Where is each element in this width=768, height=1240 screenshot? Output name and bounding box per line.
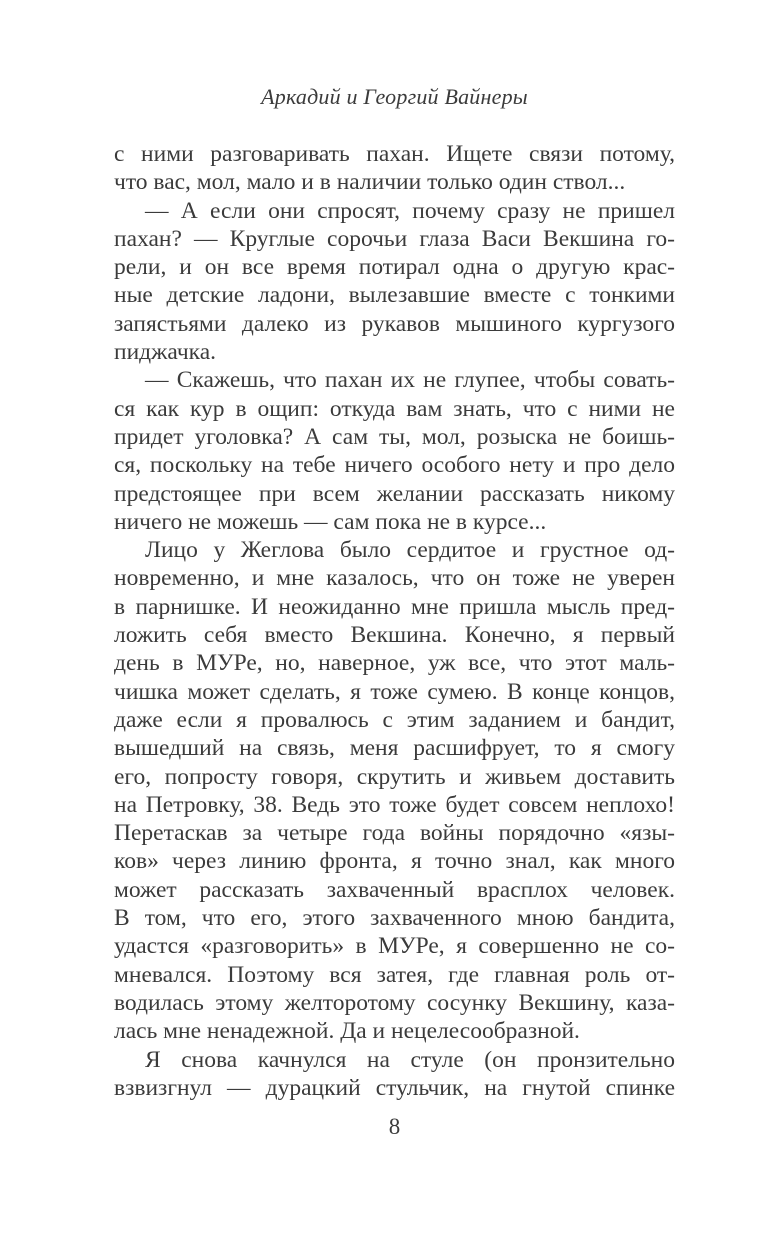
text-line: может рассказать захваченный врасплох человек. — [114, 876, 675, 903]
text-line: — Скажешь, что пахан их не глупее, чтобы совать- — [145, 367, 675, 394]
text-line: чишка может сделать, я тоже сумею. В конце концов, — [114, 678, 675, 705]
text-line: его, попросту говоря, скрутить и живьем доставить — [114, 763, 675, 790]
text-line: Перетаскав за четыре года войны порядочно «язы- — [114, 820, 675, 847]
text-line: что вас, мол, мало и в наличии только один ствол... — [114, 169, 626, 196]
text-line: мневался. Поэтому вся затея, где главная роль от- — [114, 961, 675, 988]
text-line: запястьями далеко из рукавов мышиного кургузого — [114, 310, 675, 337]
text-line: пахан? — Круглые сорочьи глаза Васи Векшина го- — [114, 225, 675, 252]
text-line: ные детские ладони, вылезавшие вместе с тонкими — [114, 282, 675, 309]
text-line: в парнишке. И неожиданно мне пришла мысль пред- — [114, 593, 675, 620]
text-line: Лицо у Жеглова было сердитое и грустное од- — [145, 537, 675, 564]
text-line: на Петровку, 38. Ведь это тоже будет совсем неплохо! — [114, 791, 675, 818]
text-line: — А если они спросят, почему сразу не пришел — [145, 197, 675, 224]
text-line: ков» через линию фронта, я точно знал, как много — [114, 848, 675, 875]
text-line: предстоящее при всем желании рассказать никому — [114, 480, 675, 507]
text-line: водилась этому желторотому сосунку Векшину, каза- — [114, 989, 675, 1016]
text-line: новременно, и мне казалось, что он тоже не уверен — [114, 565, 675, 592]
text-line: пиджачка. — [114, 339, 217, 366]
running-header-author: Аркадий и Георгий Вайнеры — [261, 84, 528, 109]
page-number: 8 — [388, 1114, 401, 1139]
text-line: лась мне ненадежной. Да и нецелесообразной. — [114, 1018, 580, 1045]
text-line: ся как кур в ощип: откуда вам знать, что с ними не — [114, 395, 675, 422]
text-line: рели, и он все время потирал одна о другую крас- — [114, 254, 675, 281]
text-line: взвизгнул — дурацкий стульчик, на гнутой спинке — [114, 1074, 675, 1101]
text-line: ся, поскольку на тебе ничего особого нету и про дело — [114, 452, 675, 479]
text-line: с ними разговаривать пахан. Ищете связи потому, — [114, 141, 675, 167]
text-line: день в МУРе, но, наверное, уж все, что этот маль- — [114, 650, 675, 677]
text-line: В том, что его, этого захваченного мною бандита, — [114, 905, 675, 932]
text-line: Я снова качнулся на стуле (он пронзительно — [145, 1046, 675, 1073]
body-text — [114, 140, 675, 1102]
text-line: удастся «разговорить» в МУРе, я совершенно не со- — [114, 933, 675, 960]
text-line: придет уголовка? А сам ты, мол, розыска не боишь- — [114, 423, 675, 450]
text-line: вышедший на связь, меня расшифрует, то я смогу — [114, 735, 675, 762]
text-line: даже если я провалюсь с этим заданием и бандит, — [114, 706, 675, 733]
text-line: ничего не можешь — сам пока не в курсе... — [114, 508, 547, 535]
text-line: ложить себя вместо Векшина. Конечно, я первый — [114, 622, 675, 649]
